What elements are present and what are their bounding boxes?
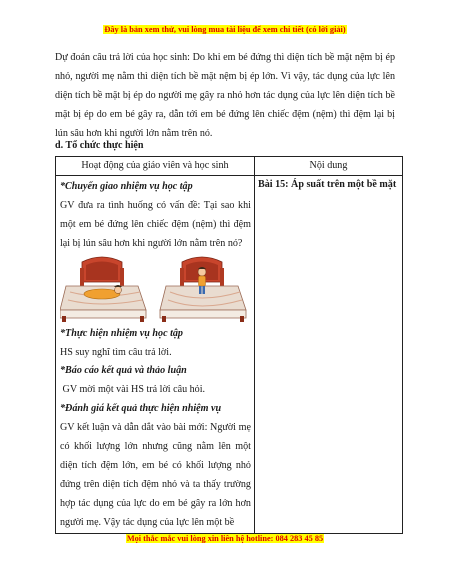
task-perform-title: *Thực hiện nhiệm vụ học tập [60,327,183,339]
hotline-footer: Mọi thắc mắc vui lòng xin liên hệ hotline: 084 283 45 85 [126,534,324,543]
bed-illustrations [60,256,251,322]
preview-banner: Đây là bản xem thử, vui lòng mua tài liệu để xem chi tiết (có lời giải) [104,25,346,34]
task-evaluate-text: GV kết luận và dẫn dắt vào bài mới: Người mẹ có khối lượng lớn nhưng cũng nằm lên một diện tích đệm lớn, em bé có khối lượng nhỏ đứng trên diện tích đệm nhỏ và ta thấy trường hợp tác dụng của lực do em bé gây ra lớn hơn người mẹ. Vậy tác dụng của lực lên một bề [60,422,251,528]
bed-right-icon [160,257,246,322]
header-activities: Hoạt động của giáo viên và học sinh [56,157,255,176]
section-heading: d. Tổ chức thực hiện [55,140,144,151]
lesson-title: Bài 15: Áp suất trên một bề mặt [254,176,402,534]
header-content: Nội dung [254,157,402,176]
task-report-title: *Báo cáo kết quả và thảo luận [60,365,187,377]
task-report-text: GV mời một vài HS trả lời câu hỏi. [60,384,206,396]
bed-illustration-image [60,256,250,322]
task-assign-text: GV đưa ra tình huống có vấn đề: Tại sao khi một em bé đứng lên chiếc đệm (nệm) thì đệm lại bị lún sâu hơn khi người lớn nằm trên nó? [60,199,251,249]
table-header-row [56,157,403,176]
table-row [56,176,403,534]
intro-paragraph: Dự đoán câu trả lời của học sinh: Do khi em bé đứng thì diện tích bề mặt nệm bị ép nhỏ, người mẹ nằm thì diện tích bề mặt nệm bị ép lớn. Vì vậy, tác dụng của lực lên diện tích bề mặt bị ép do người mẹ gây ra nhỏ hơn tác dụng của lực lên diện tích bề mặt bị ép do em bé gây ra, dẫn tới em bé đứng lên chiếc đệm (nệm) thì đệm lại bị lún sâu hơn khi người lớn nằm trên nó. [55,52,395,139]
task-assign-title: *Chuyển giao nhiệm vụ học tập [60,181,193,192]
activities-cell [56,176,255,534]
activity-table [55,156,403,534]
task-evaluate-title: *Đánh giá kết quả thực hiện nhiệm vụ [60,403,222,415]
task-perform-text: HS suy nghĩ tìm câu trả lời. [60,346,172,358]
bed-left-icon [60,257,146,322]
